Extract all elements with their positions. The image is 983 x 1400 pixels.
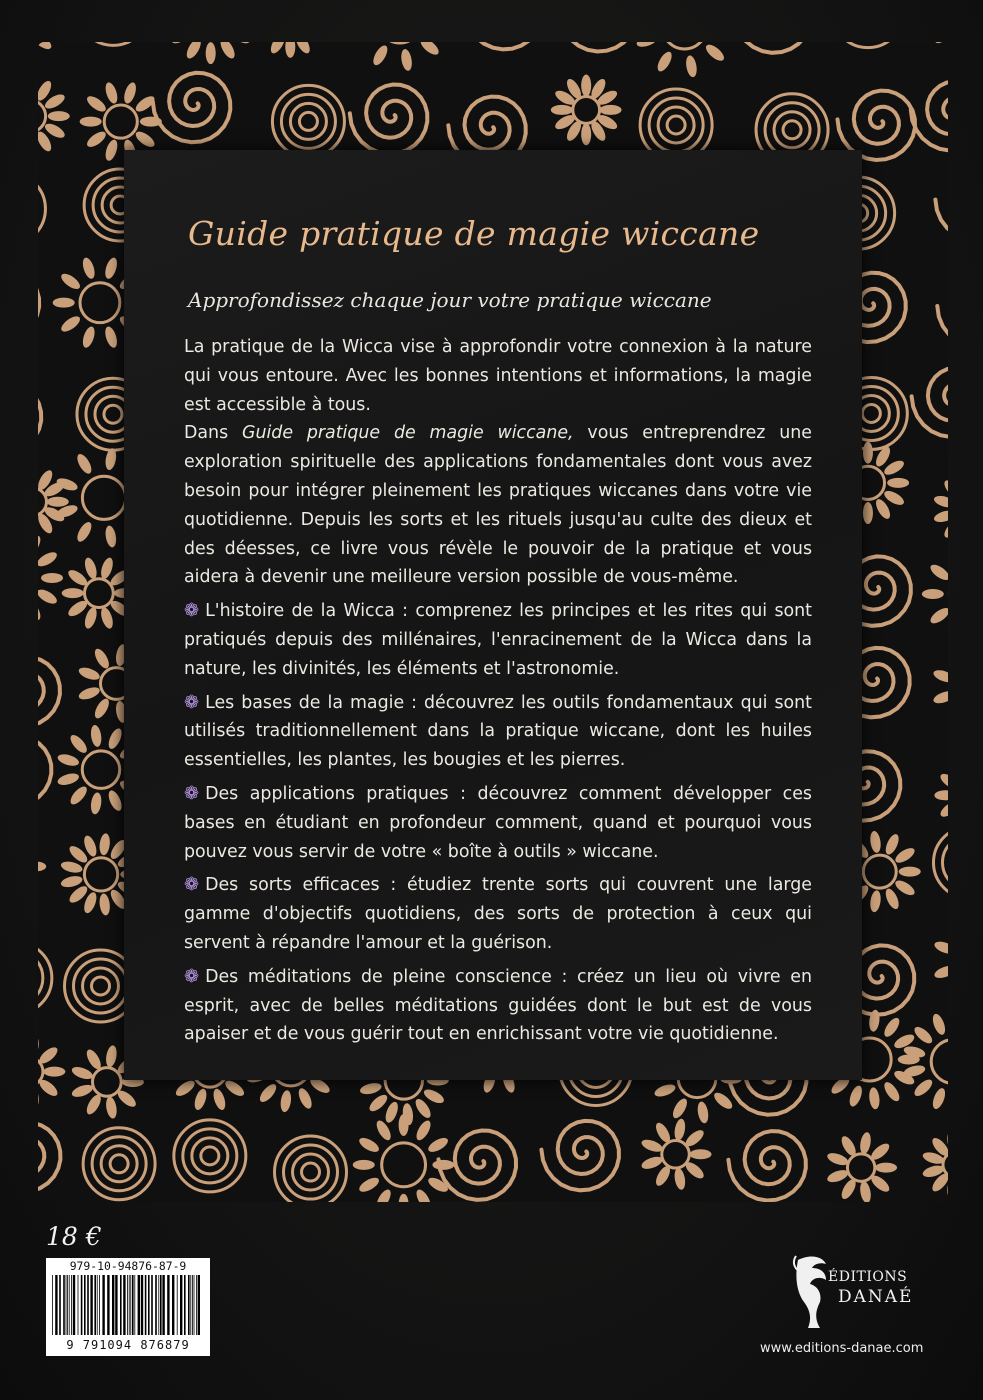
list-item: ❁ L'histoire de la Wicca : comprenez les principes et les rites qui sont pratiqués depuis des millénaires, l'enracinement de la Wicca dans la nature, les divinités, les éléments et l'astronomie.: [184, 597, 812, 683]
isbn-number: 979-10-94876-87-9: [69, 1259, 187, 1273]
flower-icon: ❁: [184, 874, 200, 896]
barcode: [46, 1258, 210, 1356]
list-item: ❁ Des méditations de pleine conscience : créez un lieu où vivre en esprit, avec de belles méditations guidées dont le but est de vous apaiser et de vous guérir tout en enrichissant votre vie quotidienne.: [184, 963, 812, 1049]
intro-lead: Dans: [184, 423, 229, 444]
intro-paragraph-2-text: vous entreprendrez une exploration spirituelle des applications fondamentales dont vous avez besoin pour intégrer pleinement les pratiques wiccanes dans votre vie quotidienne. Depuis les sorts et les rituels jusqu'au culte des dieux et des déesses, ce livre vous révèle le pouvoir de la pratique et vous aidera à devenir une meilleure version possible de vous-même.: [184, 423, 812, 588]
flower-icon: ❁: [184, 600, 200, 622]
flower-icon: ❁: [184, 965, 200, 987]
publisher-name-line2: DANAÉ: [838, 1287, 914, 1307]
intro-title-ref: Guide pratique de magie wiccane,: [241, 423, 574, 444]
intro-paragraph-2: [184, 419, 812, 592]
list-item: ❁ Des sorts efficaces : étudiez trente sorts qui couvrent une large gamme d'objectifs quotidiens, des sorts de protection à ceux qui servent à répandre l'amour et la guérison.: [184, 871, 812, 957]
ean-number: 9 791094 876879: [66, 1338, 190, 1352]
intro-paragraph-1: La pratique de la Wicca vise à approfondir votre connexion à la nature qui vous entoure. Avec les bonnes intentions et informations, la magie est accessible à tous.: [184, 337, 812, 415]
flower-icon: ❁: [184, 782, 200, 804]
list-item: ❁ Des applications pratiques : découvrez comment développer ces bases en étudiant en profondeur comment, quand et pourquoi vous pouvez vous servir de votre « boîte à outils » wiccane.: [184, 780, 812, 866]
publisher-name-line1: ÉDITIONS: [828, 1269, 908, 1285]
book-subtitle: Approfondissez chaque jour votre pratique wiccane: [188, 288, 712, 312]
blurb: [184, 333, 812, 1049]
publisher-website: www.editions-danae.com: [760, 1341, 924, 1356]
flower-icon: ❁: [184, 691, 200, 713]
price: 18 €: [46, 1222, 102, 1251]
barcode-bars: [50, 1275, 206, 1337]
book-title: Guide pratique de magie wiccane: [188, 214, 760, 253]
list-item: ❁ Les bases de la magie : découvrez les outils fondamentaux qui sont utilisés traditionnellement dans la pratique wiccane, dont les huiles essentielles, les plantes, les bougies et les pierres.: [184, 689, 812, 775]
